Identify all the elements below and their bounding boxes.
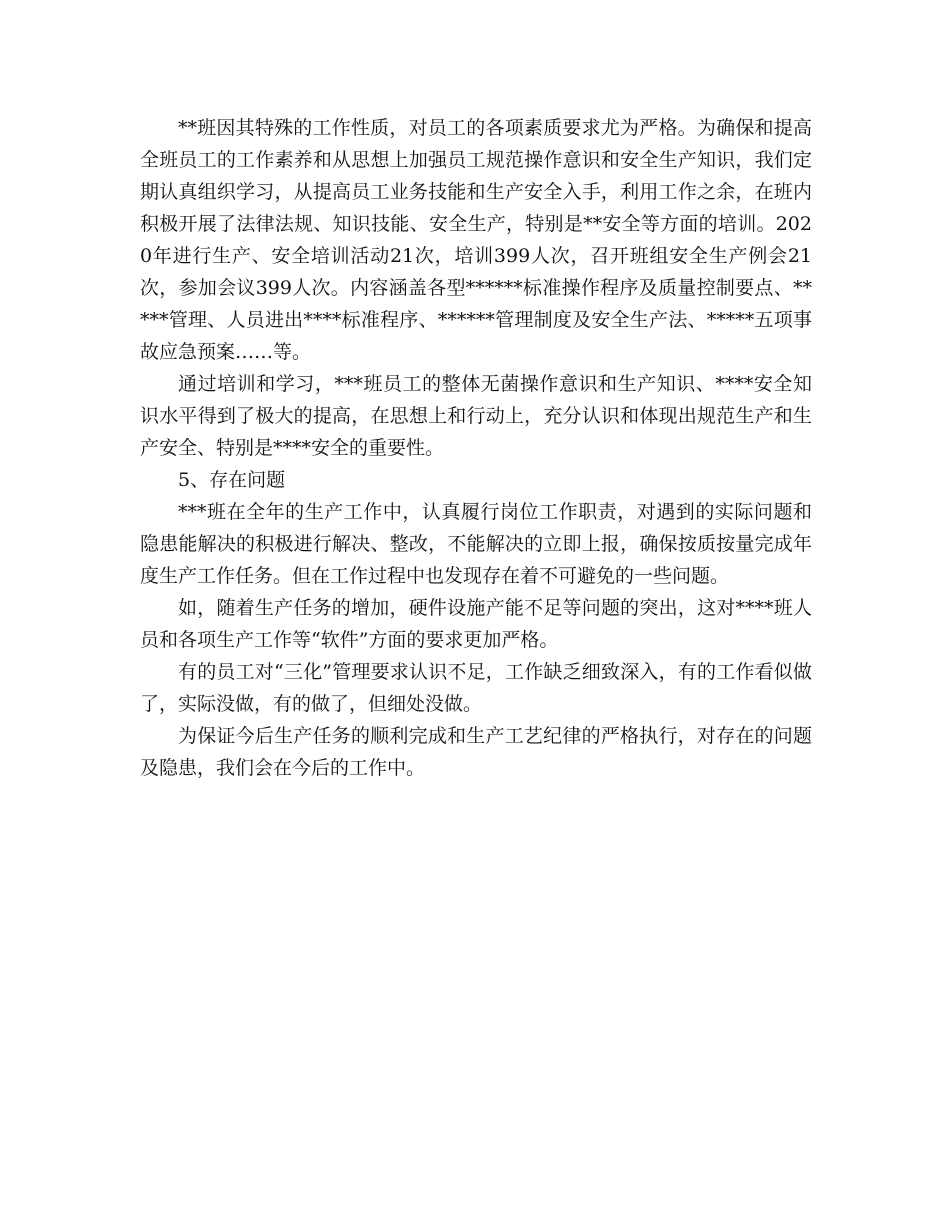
paragraph-problem-awareness: 有的员工对“三化”管理要求认识不足，工作缺乏细致深入，有的工作看似做了，实际没做，有的做了，但细处没做。 bbox=[140, 661, 812, 715]
paragraph-problems-overview: ***班在全年的生产工作中，认真履行岗位工作职责，对遇到的实际问题和隐患能解决的积极进行解决、整改，不能解决的立即上报，确保按质按量完成年度生产工作任务。但在工作过程中也发现存在着不可避免的一些问题。 bbox=[140, 501, 812, 587]
paragraph-problem-capacity: 如，随着生产任务的增加，硬件设施产能不足等问题的突出，这对****班人员和各项生产工作等“软件”方面的要求更加严格。 bbox=[140, 597, 812, 651]
section-heading-problems: 5、存在问题 bbox=[178, 469, 286, 491]
paragraph-training: **班因其特殊的工作性质，对员工的各项素质要求尤为严格。为确保和提高全班员工的工作素养和从思想上加强员工规范操作意识和安全生产知识，我们定期认真组织学习，从提高员工业务技能和生产安全入手，利用工作之余，在班内积极开展了法律法规、知识技能、安全生产，特别是**安全等方面的培训。2020年进行生产、安全培训活动21次，培训399人次，召开班组安全生产例会21次，参加会议399人次。内容涵盖各型******标准操作程序及质量控制要点、*****管理、人员进出****标准程序、******管理制度及安全生产法、*****五项事故应急预案……等。 bbox=[140, 117, 812, 363]
paragraph-conclusion: 为保证今后生产任务的顺利完成和生产工艺纪律的严格执行，对存在的问题及隐患，我们会在今后的工作中。 bbox=[140, 725, 812, 779]
document-body bbox=[140, 112, 812, 784]
paragraph-training-result: 通过培训和学习，***班员工的整体无菌操作意识和生产知识、****安全知识水平得到了极大的提高，在思想上和行动上，充分认识和体现出规范生产和生产安全、特别是****安全的重要性。 bbox=[140, 373, 812, 459]
